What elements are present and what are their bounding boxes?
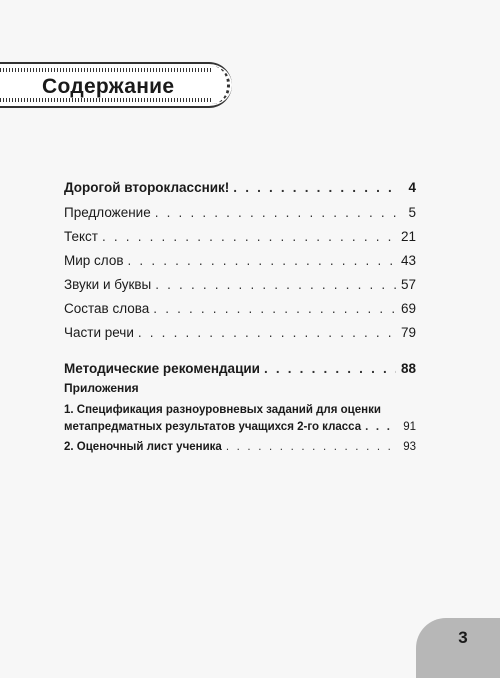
toc-item-text — [64, 229, 416, 244]
appendix-item1-line2 — [64, 421, 416, 433]
toc-label: Состав слова — [64, 301, 150, 316]
toc-page: 57 — [400, 277, 416, 292]
toc-label: Дорогой второклассник! — [64, 180, 230, 195]
toc-page: 91 — [403, 421, 416, 433]
leader-dots — [138, 325, 396, 340]
toc-label: Мир слов — [64, 253, 124, 268]
banner-end — [210, 66, 230, 104]
toc-label: Звуки и буквы — [64, 277, 152, 292]
page-number: 3 — [458, 628, 468, 647]
toc-label: Методические рекомендации — [64, 361, 260, 376]
toc-page: 43 — [400, 253, 416, 268]
toc-item-methods — [64, 361, 416, 376]
leader-dots — [102, 229, 396, 244]
toc-item-composition — [64, 301, 416, 316]
leader-dots — [155, 277, 396, 292]
leader-dots — [233, 180, 396, 195]
appendix-item1-line1: 1. Спецификация разноуровневых заданий для оценки — [64, 404, 381, 416]
leader-dots — [365, 421, 396, 433]
leader-dots — [226, 441, 396, 453]
toc-page: 93 — [403, 441, 416, 453]
toc-page: 69 — [400, 301, 416, 316]
leader-dots — [128, 253, 396, 268]
toc-label: 2. Оценочный лист ученика — [64, 441, 222, 453]
toc-page: 88 — [400, 361, 416, 376]
toc-label: Части речи — [64, 325, 134, 340]
appendix-item2 — [64, 441, 416, 453]
toc-label: Предложение — [64, 205, 151, 220]
toc-item-sentence — [64, 205, 416, 220]
toc-item-sounds — [64, 277, 416, 292]
toc-page: 5 — [408, 205, 416, 220]
appendix-heading: Приложения — [64, 381, 139, 395]
page-title: Содержание — [38, 76, 180, 98]
toc-page: 21 — [400, 229, 416, 244]
toc-item-words — [64, 253, 416, 268]
toc-item-intro — [64, 180, 416, 195]
toc-label: Текст — [64, 229, 98, 244]
toc-page: 4 — [408, 180, 416, 195]
toc-label: метапредматных результатов учащихся 2-го класса — [64, 421, 362, 433]
leader-dots — [153, 301, 396, 316]
toc-page: 79 — [400, 325, 416, 340]
leader-dots — [264, 361, 396, 376]
leader-dots — [155, 205, 396, 220]
toc-item-parts — [64, 325, 416, 340]
page-number-tab — [416, 618, 500, 678]
